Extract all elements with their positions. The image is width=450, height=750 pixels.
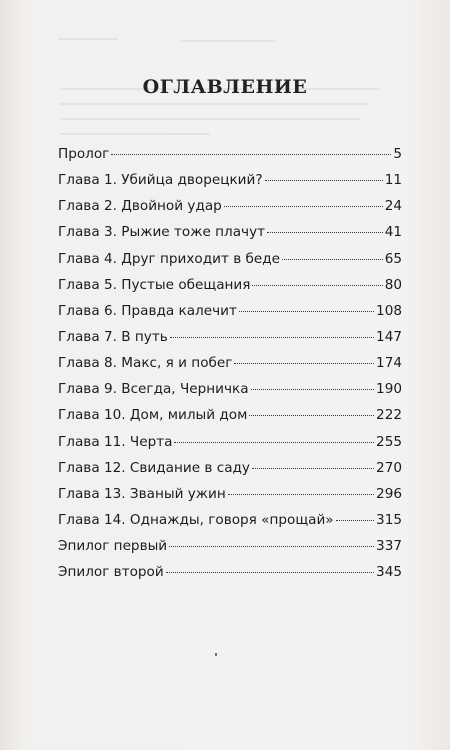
- toc-entry-page-number: 11: [384, 172, 402, 189]
- toc-entry: [58, 303, 402, 329]
- bleed-through-mark: [180, 40, 275, 42]
- toc-entry-title: Эпилог первый: [58, 538, 168, 555]
- toc-entry-page-number: 41: [384, 224, 402, 241]
- toc-entry-title: Глава 12. Свидание в саду: [58, 459, 250, 476]
- toc-entry: [58, 146, 402, 172]
- toc-entry: [58, 564, 402, 590]
- dot-leader: [336, 520, 374, 521]
- dot-leader: [228, 494, 374, 495]
- toc-entry-page-number: 147: [376, 328, 402, 345]
- bleed-through-mark: [60, 133, 210, 135]
- toc-entry-title: Глава 6. Правда калечит: [58, 302, 237, 319]
- toc-entry-page-number: 174: [376, 355, 402, 372]
- toc-entry-title: Глава 8. Макс, я и побег: [58, 355, 233, 372]
- toc-entry-page-number: 270: [376, 459, 402, 476]
- dot-leader: [265, 180, 383, 181]
- dot-leader: [282, 259, 383, 260]
- dot-leader: [267, 232, 383, 233]
- toc-entry: [58, 538, 402, 564]
- toc-entry-page-number: 315: [376, 511, 402, 528]
- toc-entry: [58, 224, 402, 250]
- toc-entry-page-number: 5: [393, 146, 402, 162]
- toc-entry-page-number: 345: [376, 564, 402, 581]
- paper-speck: [215, 653, 217, 656]
- toc-entry: [58, 329, 402, 355]
- toc-entry-title: Глава 2. Двойной удар: [58, 198, 222, 215]
- toc-entry-title: Глава 9. Всегда, Черничка: [58, 381, 249, 398]
- toc-entry-title: Глава 10. Дом, милый дом: [58, 407, 248, 424]
- toc-entry: [58, 486, 402, 512]
- toc-entry-page-number: 24: [384, 198, 402, 215]
- dot-leader: [224, 206, 383, 207]
- dot-leader: [252, 468, 374, 469]
- toc-entry-title: Эпилог второй: [58, 564, 164, 581]
- bleed-through-mark: [60, 118, 360, 120]
- dot-leader: [249, 415, 374, 416]
- dot-leader: [169, 546, 374, 547]
- toc-entry: [58, 277, 402, 303]
- toc-entry: [58, 355, 402, 381]
- toc-entry: [58, 434, 402, 460]
- toc-entry-page-number: 65: [384, 250, 402, 267]
- toc-entry-page-number: 190: [376, 381, 402, 398]
- dot-leader: [239, 311, 374, 312]
- dot-leader: [166, 572, 374, 573]
- toc-entry-page-number: 337: [376, 538, 402, 555]
- toc-entry-page-number: 108: [376, 302, 402, 319]
- dot-leader: [174, 442, 374, 443]
- toc-entry-title: Глава 4. Друг приходит в беде: [58, 250, 281, 267]
- toc-entry-title: Глава 1. Убийца дворецкий?: [58, 172, 263, 189]
- dot-leader: [252, 285, 382, 286]
- toc-entry-title: Глава 7. В путь: [58, 328, 168, 345]
- toc-entry: [58, 381, 402, 407]
- toc-entry: [58, 172, 402, 198]
- dot-leader: [234, 363, 374, 364]
- toc-entry: [58, 512, 402, 538]
- dot-leader: [170, 337, 374, 338]
- toc-heading: ОГЛАВЛЕНИЕ: [142, 76, 308, 98]
- toc-entry-title: Глава 14. Однажды, говоря «прощай»: [58, 511, 334, 528]
- toc-entry-page-number: 80: [384, 276, 402, 293]
- toc-list: [58, 146, 402, 590]
- bleed-through-mark: [60, 103, 370, 105]
- toc-entry-title: Глава 3. Рыжие тоже плачут: [58, 224, 266, 241]
- toc-entry-title: Глава 11. Черта: [58, 433, 173, 450]
- toc-entry-title: Пролог: [58, 146, 110, 162]
- dot-leader: [111, 154, 391, 155]
- toc-entry: [58, 460, 402, 486]
- toc-entry: [58, 198, 402, 224]
- toc-entry-title: Глава 5. Пустые обещания: [58, 276, 251, 293]
- toc-entry-title: Глава 13. Званый ужин: [58, 485, 226, 502]
- toc-entry-page-number: 296: [376, 485, 402, 502]
- bleed-through-mark: [58, 38, 118, 40]
- dot-leader: [251, 389, 375, 390]
- toc-entry-page-number: 255: [376, 433, 402, 450]
- toc-entry: [58, 407, 402, 433]
- toc-entry-page-number: 222: [376, 407, 402, 424]
- toc-entry: [58, 251, 402, 277]
